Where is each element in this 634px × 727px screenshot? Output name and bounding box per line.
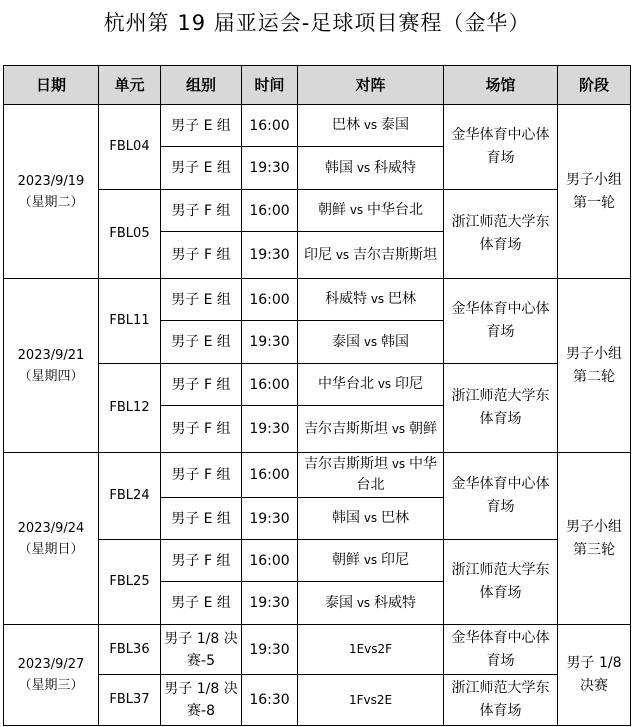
weekday-text: （星期二） (18, 194, 84, 210)
match-cell (298, 540, 444, 582)
venue-cell: 金华体育中心体育场 (444, 453, 558, 540)
away-team: 印尼 (394, 376, 423, 392)
date-text: 2023/9/21 (17, 347, 85, 363)
table-row (4, 625, 631, 675)
venue-cell: 浙江师范大学东体育场 (444, 540, 558, 625)
header-group: 组别 (161, 66, 242, 105)
table-row (4, 105, 631, 147)
time-cell: 16:00 (242, 540, 298, 582)
home-team: 韩国 (332, 510, 360, 526)
group-cell: 男子 E 组 (161, 105, 242, 147)
unit-cell: FBL11 (99, 279, 161, 364)
page-title: 杭州第 19 届亚运会-足球项目赛程（金华） (103, 11, 531, 35)
group-cell: 男子 F 组 (161, 453, 242, 498)
match-cell (298, 147, 444, 190)
group-cell: 男子 E 组 (161, 279, 242, 321)
venue-cell: 浙江师范大学东体育场 (444, 190, 558, 279)
date-cell (4, 453, 99, 625)
match-cell (298, 675, 444, 726)
time-cell: 16:00 (242, 279, 298, 321)
time-cell: 16:00 (242, 190, 298, 232)
venue-cell: 金华体育中心体育场 (444, 625, 558, 675)
group-cell: 男子 E 组 (161, 498, 242, 540)
away-team: 朝鲜 (408, 420, 437, 437)
date-text: 2023/9/19 (17, 173, 85, 189)
time-cell: 16:30 (242, 675, 298, 726)
home-team: 吉尔吉斯斯坦 (304, 420, 388, 437)
vs-separator: vs (367, 292, 388, 306)
time-cell: 19:30 (242, 498, 298, 540)
venue-cell: 浙江师范大学东体育场 (444, 364, 558, 453)
weekday-text: （星期四） (18, 368, 84, 384)
match-cell (298, 105, 444, 147)
unit-cell: FBL24 (99, 453, 161, 540)
match-cell (298, 625, 444, 675)
group-cell: 男子 E 组 (161, 321, 242, 364)
home-team: 泰国 (325, 594, 353, 611)
vs-separator: vs (332, 247, 353, 262)
date-cell (4, 279, 99, 453)
group-cell: 男子 F 组 (161, 540, 242, 582)
time-cell: 16:00 (242, 364, 298, 406)
match-cell (298, 406, 444, 453)
vs-separator: vs (346, 203, 367, 217)
home-team: 巴林 (332, 117, 360, 133)
venue-cell: 金华体育中心体育场 (444, 279, 558, 364)
home-team: 印尼 (304, 246, 332, 263)
venue-cell: 浙江师范大学东体育场 (444, 675, 558, 726)
table-row (4, 675, 631, 726)
home-team: 泰国 (332, 333, 360, 350)
table-row (4, 364, 631, 406)
away-team: 印尼 (380, 552, 409, 568)
home-team: 科威特 (325, 291, 367, 307)
away-team: 韩国 (380, 333, 409, 350)
time-cell: 16:00 (242, 105, 298, 147)
home-team: 吉尔吉斯斯坦 (304, 456, 388, 472)
group-cell: 男子 F 组 (161, 406, 242, 453)
away-team: 科威特 (373, 159, 416, 176)
date-text: 2023/9/24 (17, 520, 85, 536)
vs-separator: vs (360, 511, 381, 525)
home-team: 中华台北 (318, 376, 374, 392)
table-header-row (4, 66, 631, 105)
vs-separator: vs (388, 457, 409, 471)
schedule-body (4, 105, 631, 726)
weekday-text: （星期日） (18, 541, 84, 557)
away-team: 中华台北 (366, 202, 423, 218)
match-label: 1Fvs2E (348, 692, 393, 707)
header-venue: 场馆 (444, 66, 558, 105)
match-cell (298, 279, 444, 321)
group-cell: 男子 F 组 (161, 364, 242, 406)
away-team: 吉尔吉斯斯坦 (352, 246, 437, 263)
header-match: 对阵 (298, 66, 444, 105)
vs-separator: vs (360, 334, 381, 349)
unit-cell: FBL25 (99, 540, 161, 625)
date-cell (4, 625, 99, 726)
group-cell: 男子 F 组 (161, 190, 242, 232)
match-cell (298, 190, 444, 232)
header-time: 时间 (242, 66, 298, 105)
vs-separator: vs (374, 377, 395, 391)
table-row (4, 190, 631, 232)
time-cell: 19:30 (242, 406, 298, 453)
group-cell: 男子 1/8 决赛-5 (161, 625, 242, 675)
away-team: 巴林 (387, 291, 416, 307)
unit-cell: FBL12 (99, 364, 161, 453)
match-label: 1Evs2F (348, 642, 393, 656)
home-team: 朝鲜 (332, 552, 360, 568)
vs-separator: vs (353, 595, 374, 610)
time-cell: 19:30 (242, 321, 298, 364)
away-team: 中华台北 (356, 456, 437, 493)
date-text: 2023/9/27 (17, 657, 85, 672)
home-team: 朝鲜 (318, 202, 346, 218)
away-team: 科威特 (373, 594, 416, 611)
match-cell (298, 582, 444, 625)
time-cell: 19:30 (242, 625, 298, 675)
time-cell: 19:30 (242, 232, 298, 279)
match-cell (298, 232, 444, 279)
match-cell (298, 453, 444, 498)
table-row (4, 540, 631, 582)
header-date: 日期 (4, 66, 99, 105)
match-cell (298, 321, 444, 364)
time-cell: 19:30 (242, 147, 298, 190)
group-cell: 男子 1/8 决赛-8 (161, 675, 242, 726)
stage-cell: 男子小组第二轮 (558, 279, 631, 453)
vs-separator: vs (360, 118, 381, 132)
vs-separator: vs (388, 421, 409, 436)
unit-cell: FBL05 (99, 190, 161, 279)
unit-cell: FBL04 (99, 105, 161, 190)
vs-separator: vs (360, 553, 381, 567)
away-team: 泰国 (380, 117, 409, 133)
group-cell: 男子 E 组 (161, 582, 242, 625)
match-cell (298, 498, 444, 540)
group-cell: 男子 E 组 (161, 147, 242, 190)
away-team: 巴林 (380, 510, 409, 526)
group-cell: 男子 F 组 (161, 232, 242, 279)
time-cell: 19:30 (242, 582, 298, 625)
weekday-text: （星期三） (18, 678, 84, 693)
unit-cell: FBL37 (99, 675, 161, 726)
stage-cell: 男子 1/8 决赛 (558, 625, 631, 726)
table-row (4, 279, 631, 321)
time-cell: 16:00 (242, 453, 298, 498)
header-unit: 单元 (99, 66, 161, 105)
table-row (4, 453, 631, 498)
unit-cell: FBL36 (99, 625, 161, 675)
home-team: 韩国 (325, 159, 353, 176)
stage-cell: 男子小组第三轮 (558, 453, 631, 625)
vs-separator: vs (353, 160, 374, 175)
header-stage: 阶段 (558, 66, 631, 105)
stage-cell: 男子小组第一轮 (558, 105, 631, 279)
match-cell (298, 364, 444, 406)
date-cell (4, 105, 99, 279)
schedule-table (3, 65, 631, 726)
venue-cell: 金华体育中心体育场 (444, 105, 558, 190)
